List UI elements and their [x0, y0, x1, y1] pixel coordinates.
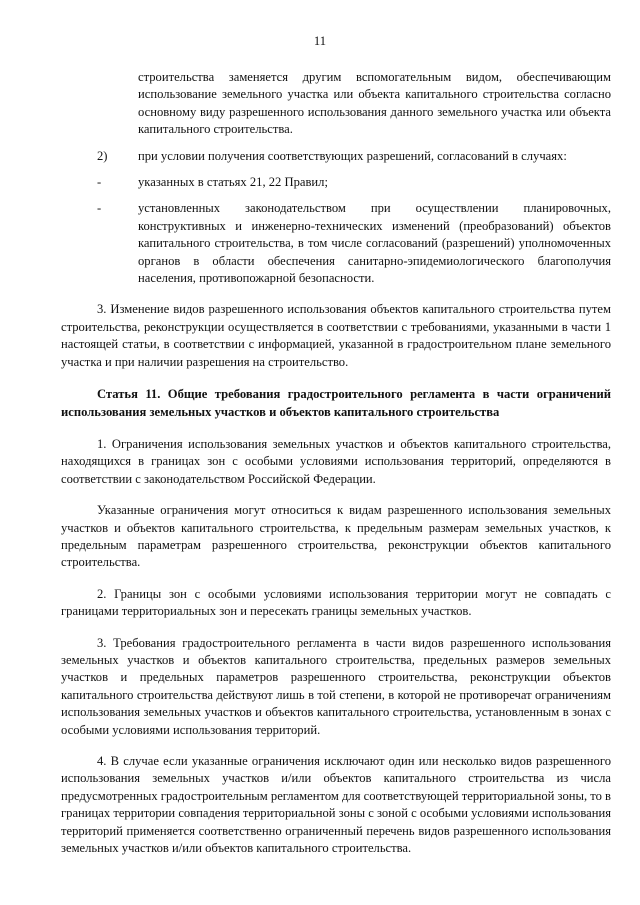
list-marker: 2) [97, 148, 108, 163]
dash-item-text: указанных в статьях 21, 22 Правил; [138, 175, 328, 190]
page-number: 11 [313, 34, 327, 48]
dash-item-2 [61, 200, 611, 287]
article-11-paragraph-2: 2. Границы зон с особыми условиями использования территории могут не совпадать с границами территориальных зон и пересекать границы земельных участков. [61, 586, 611, 619]
paragraph-3: 3. Изменение видов разрешенного использования объектов капитального строительства путем строительства, реконструкции осуществляется в соответствии с требованиями, указанными в части 1 настоящей статьи, в соответствии с информацией, указанной в градостроительном плане земельного участка и при наличии разрешения на строительство. [61, 302, 611, 369]
article-11-heading: Статья 11. Общие требования градостроительного регламента в части ограничений использования земельных участков и объектов капитального строительства [61, 387, 611, 419]
dash-marker: - [97, 175, 102, 190]
article-11-paragraph-1: 1. Ограничения использования земельных участков и объектов капитального строительства, находящихся в границах зон с особыми условиями использования территорий, определяются в соответствии с законодательством Российской Федерации. [61, 436, 611, 486]
list-item-text: при условии получения соответствующих разрешений, согласований в случаях: [138, 148, 567, 163]
document-body [61, 69, 611, 857]
list-item-2 [61, 148, 611, 165]
article-11-paragraph-3: 3. Требования градостроительного регламента в части видов разрешенного использования земельных участков и объектов капитального строительства, предельных размеров земельных участков и предельных параметров разрешенного строительства, реконструкции объектов капитального строительства действуют лишь в той степени, в которой не противоречат ограничениям использования земельных участков и объектов капитального строительства, установленным в зонах с особыми условиями использования территорий. [61, 635, 611, 737]
continuation-paragraph: строительства заменяется другим вспомогательным видом, обеспечивающим использование земельного участка или объекта капитального строительства согласно основному виду разрешенного использования данного земельного участка или объекта капитального строительства. [138, 70, 611, 137]
article-11-paragraph-4: 4. В случае если указанные ограничения исключают один или несколько видов разрешенного использования земельных участков и/или объектов капитального строительства из числа предусмотренных градостроительным регламентом для соответствующей территориальной зоны, то в границах территории совпадения территориальной зоны с зоной с особыми условиями использования территорий применяется соответственно ограниченный перечень видов разрешенного использования земельных участков и/или объектов капитального строительства. [61, 754, 611, 856]
dash-item-1 [61, 174, 611, 191]
dash-item-text: установленных законодательством при осуществлении планировочных, конструктивных и инженерно-технических изменений (преобразований) объектов капитального строительства, в том числе согласований (разрешений) уполномоченных органов в области обеспечения санитарно-эпидемиологического благополучия населения, противопожарной безопасности. [138, 201, 611, 286]
article-11-paragraph-1-continued: Указанные ограничения могут относиться к видам разрешенного использования земельных участков и объектов капитального строительства, к предельным размерам земельных участков, к предельным параметрам разрешенного строительства, реконструкции объектов капитального строительства. [61, 503, 611, 570]
dash-marker: - [97, 201, 102, 216]
